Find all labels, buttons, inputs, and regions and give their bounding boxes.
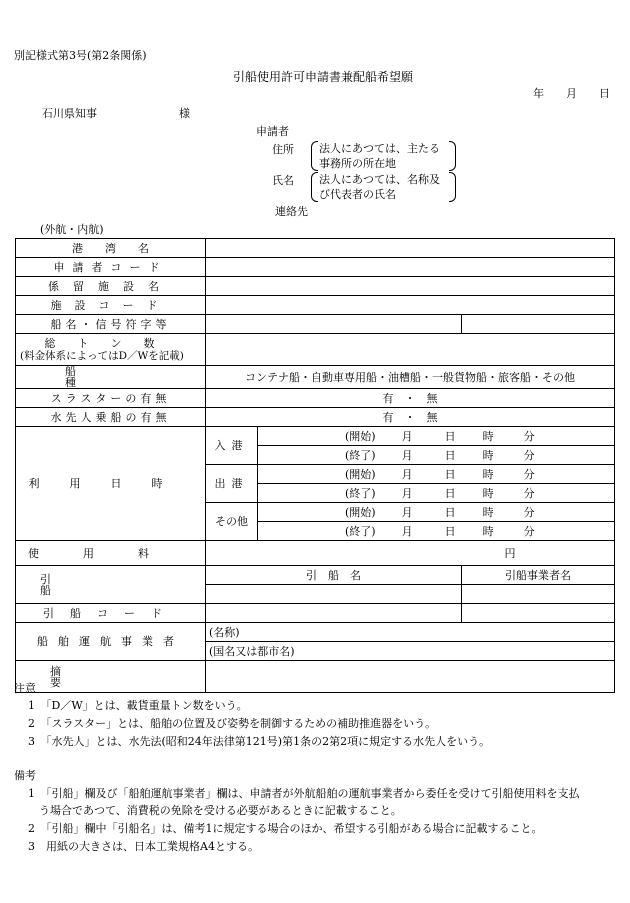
table-row — [16, 389, 615, 408]
tug-name-header: 引 船 名 — [206, 566, 462, 585]
table-row — [16, 566, 615, 585]
address-note-1: 法人にあつては、主たる — [319, 142, 440, 155]
ship-operator-label: 船舶運航事業者 — [16, 623, 206, 661]
note-item: 2 「スラスター」とは、船舶の位置及び姿勢を制御するための補助推進器をいう。 — [28, 717, 437, 730]
notes-heading: 注意 — [14, 682, 36, 695]
name-note-1: 法人にあつては、名称及 — [319, 173, 440, 186]
voyage-type: (外航・内航) — [40, 223, 104, 236]
applicant-code-field[interactable] — [206, 258, 615, 277]
table-row — [16, 258, 615, 277]
usage-datetime-label: 利用日時 — [16, 427, 206, 541]
thruster-yes-no[interactable]: 有 ・ 無 — [206, 389, 615, 408]
other-label: その他 — [206, 503, 258, 541]
entry-end[interactable]: (終了) 月 日 時 分 — [258, 446, 615, 465]
addressee: 石川県知事 — [42, 107, 97, 120]
port-label: 港 湾 名 — [16, 239, 206, 258]
ship-name-label: 船名・信号符字等 — [16, 315, 206, 334]
application-table — [15, 238, 615, 693]
bracket-right — [449, 172, 456, 202]
other-end[interactable]: (終了) 月 日 時 分 — [258, 522, 615, 541]
entry-start[interactable]: (開始) 月 日 時 分 — [258, 427, 615, 446]
bikou-item: 2 「引船」欄中「引船名」は、備考1に規定する場合のほか、希望する引船がある場合に記載すること。 — [28, 822, 543, 835]
entry-label: 入港 — [206, 427, 258, 465]
bracket-right — [449, 141, 456, 171]
tug-operator-header: 引船事業者名 — [462, 566, 615, 585]
note-item: 3 「水先人」とは、水先法(昭和24年法律第121号)第1条の2第2項に規定する水先人をいう。 — [28, 735, 491, 748]
table-row — [16, 239, 615, 258]
tugboat-label: 引船 — [16, 566, 206, 604]
table-row — [16, 334, 615, 366]
sama: 様 — [179, 107, 190, 120]
other-start[interactable]: (開始) 月 日 時 分 — [258, 503, 615, 522]
bikou-item: 3 用紙の大きさは、日本工業規格A4とする。 — [28, 840, 259, 853]
yen-unit: 円 — [504, 546, 516, 560]
address-note-2: 事務所の所在地 — [319, 157, 396, 170]
exit-label: 出港 — [206, 465, 258, 503]
tug-name-field[interactable] — [206, 585, 462, 604]
exit-start[interactable]: (開始) 月 日 時 分 — [258, 465, 615, 484]
bracket-left — [311, 172, 318, 202]
berth-label: 係留施設名 — [16, 277, 206, 296]
ship-name-field[interactable] — [206, 315, 462, 334]
operator-country-field[interactable]: (国名又は都市名) — [206, 642, 615, 661]
table-row — [16, 427, 615, 446]
address-label: 住所 — [272, 143, 294, 156]
page-title: 引船使用許可申請書兼配船希望願 — [233, 70, 414, 84]
port-field[interactable] — [206, 239, 615, 258]
applicant-code-label: 申請者コード — [16, 258, 206, 277]
tug-code-field-2[interactable] — [462, 604, 615, 623]
note-item: 1 「D／W」とは、載貨重量トン数をいう。 — [28, 699, 248, 712]
name-note-2: び代表者の氏名 — [319, 188, 396, 201]
fee-field[interactable] — [206, 541, 615, 566]
bracket-left — [311, 141, 318, 171]
tonnage-field[interactable] — [206, 334, 615, 366]
exit-end[interactable]: (終了) 月 日 時 分 — [258, 484, 615, 503]
tonnage-label-cell — [16, 334, 206, 366]
berth-field[interactable] — [206, 277, 615, 296]
ship-type-label: 船種 — [16, 366, 206, 389]
tug-operator-field[interactable] — [462, 585, 615, 604]
facility-code-field[interactable] — [206, 296, 615, 315]
bikou-heading: 備考 — [14, 769, 36, 782]
bikou-item: う場合であつて、消費税の免除を受ける必要があるときに記載すること。 — [28, 804, 402, 817]
table-row — [16, 604, 615, 623]
ship-type-options[interactable]: コンテナ船・自動車専用船・油槽船・一般貨物船・旅客船・その他 — [206, 366, 615, 389]
table-row — [16, 541, 615, 566]
contact-label: 連絡先 — [275, 205, 308, 218]
tonnage-note: (料金体系によってはD／Wを記載) — [20, 349, 184, 362]
table-row — [16, 408, 615, 427]
name-label: 氏名 — [272, 174, 294, 187]
table-row — [16, 661, 615, 693]
remarks-label: 摘要 — [16, 661, 206, 693]
thruster-label: スラスターの有無 — [16, 389, 206, 408]
tonnage-label: 総トン数 — [44, 336, 177, 350]
table-row — [16, 366, 615, 389]
applicant-label: 申請者 — [256, 125, 289, 138]
operator-name-field[interactable]: (名称) — [206, 623, 615, 642]
facility-code-label: 施設コード — [16, 296, 206, 315]
tug-code-field[interactable] — [206, 604, 462, 623]
form-number: 別記様式第3号(第2条関係) — [14, 49, 147, 62]
table-row — [16, 296, 615, 315]
pilot-label: 水先人乗船の有無 — [16, 408, 206, 427]
table-row — [16, 277, 615, 296]
remarks-field[interactable] — [206, 661, 615, 693]
tug-code-label: 引船コード — [16, 604, 206, 623]
table-row — [16, 315, 615, 334]
fee-label: 使用料 — [16, 541, 206, 566]
bikou-item: 1 「引船」欄及び「船舶運航事業者」欄は、申請者が外航船舶の運航事業者から委任を受けて引船使用料を支払 — [28, 787, 580, 800]
date-line: 年 月 日 — [533, 87, 610, 100]
signal-code-field[interactable] — [462, 315, 615, 334]
table-row — [16, 623, 615, 642]
pilot-yes-no[interactable]: 有 ・ 無 — [206, 408, 615, 427]
